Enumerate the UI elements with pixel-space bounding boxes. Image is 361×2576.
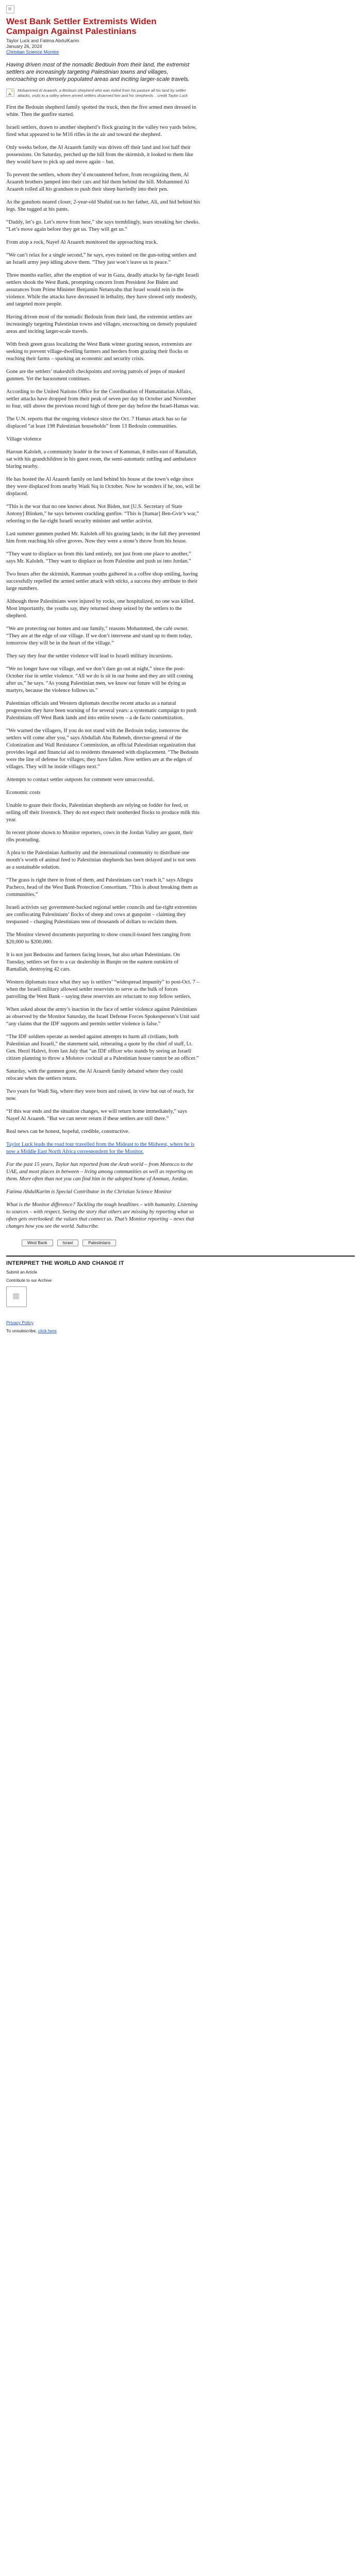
paragraph: “If this war ends and the situation changes, we will return home immediately,” says Nayef Al Araareh. “But we can never return if these settlers are still there.” — [6, 1109, 187, 1122]
paragraph: “We no longer have our village, and we don’t dare go out at night,” since the post-October rise in settler violence. “All we do is sit in our home and they are still coming after us,” he says. “As young Palestinian men, we know our future will be dying as martyrs, because the violence follows us.” — [6, 666, 193, 693]
paragraph: According to the United Nations Office for the Coordination of Humanitarian Affairs, settler attacks have dropped from their peak of seven per day in October and November to four, still above the previous record high of three per day before the Israel-Hamas war. — [6, 389, 200, 409]
paragraph: Only weeks before, the Al Araareh family was driven off their land and lost half their possessions. On Saturday, perched up the hill from the skirmish, it looked to them like they would have to pick up and move again – but. — [6, 145, 193, 165]
paragraph: Two hours after the skirmish, Kumman youths gathered in a coffee shop smiling, having successfully repelled the armed settler attack with sticks, a success they attribute to their large numbers. — [6, 571, 198, 591]
paragraph: Gone are the settlers’ makeshift checkpoints and roving patrols of jeeps of masked gunmen. Yet the harassment continues. — [6, 369, 185, 382]
paragraph: The Monitor viewed documents purporting to show council-issued fees ranging from $20,000 to $200,000. — [6, 932, 191, 945]
paragraph: From atop a rock, Nayef Al Araareh monitored the approaching truck. — [6, 240, 158, 245]
article-dek: Having driven most of the nomadic Bedouin from their land, the extremist settlers are increasingly targeting Palestinian towns and villages, encroaching on densely populated areas and inciting larger-scale travels. — [6, 62, 190, 82]
paragraph: “Daddy, let’s go. Let’s move from here,” she says tremblingly, tears streaking her cheeks. “Let’s move again before they get us. They will get us.” — [6, 219, 200, 232]
publish-date: January 26, 2024 — [6, 44, 42, 49]
paragraph: “We can’t relax for a single second,” he says, eyes trained on the gun-toting settlers and an Israeli army jeep idling above them. “They just won’t leave us in peace.” — [6, 252, 196, 265]
tag-list — [22, 1240, 200, 1246]
paragraph: “They want to displace us from this land entirely, not just from one place to another,” says Mr. Kaloleh. “They want to displace us from Palestine and push us into Jordan.” — [6, 551, 191, 564]
paragraph: When asked about the army’s inaction in the face of settler violence against Palestinians as observed by the Monitor Saturday, the Israel Defense Forces Spokesperson’s Unit said “any claims that the IDF supports and permits settler violence is false.” — [6, 1007, 200, 1027]
article-headline[interactable]: West Bank Settler Extremists Widen Campaign Against Palestinians — [6, 16, 157, 36]
author-bio-link-paragraph — [6, 1141, 200, 1156]
paragraph: Israeli activists say government-backed regional settler councils and far-right extremists are confiscating Palestinians’ flocks of sheep and cows at gunpoint – claiming they trespassed – charging Palestinians tens of thousands of dollars to reclaim them. — [6, 905, 197, 925]
paragraph: Unable to graze their flocks, Palestinian shepherds are relying on fodder for feed, or selling off their livestock. They do not expect their nonherded flocks to produce milk this year. — [6, 803, 200, 823]
paragraph: Haroun Kaloleh, a community leader in the town of Kumman, 8 miles east of Ramallah, sat with his grandchildren in his guest room, the semi-automatic rattling and ambulance blaring nearby. — [6, 449, 198, 469]
image-placeholder-icon — [6, 5, 14, 13]
paragraph: Palestinian officials and Western diplomats describe recent attacks as a natural progression they have been warning of for several years: a systematic campaign to push Palestinians off West Bank lands and into entire towns – a de facto customization. — [6, 701, 196, 721]
paragraph: “The IDF soldiers operate as needed against attempts to harm all civilians, both Palestinian and Israeli,” the statement said, reiterating a quote by the chief of staff, Lt. Gen. Herzl Halevi, from last July that “an IDF officer who stands by seeing an Israeli citizen planning to throw a Molotov cocktail at a Palestinian house cannot be an officer.” — [6, 1034, 199, 1061]
paragraph: Two years for Wadi Siq, where they were born and raised, in view but out of reach, for now. — [6, 1089, 194, 1101]
paragraph: He has hosted the Al Araareh family on land behind his house at the town’s edge since they were displaced from nearby Wadi Siq in October. Now he wonders if he, too, will be displaced. — [6, 477, 200, 497]
image-placeholder-icon — [6, 1286, 27, 1307]
paragraph: Real news can be honest, hopeful, credible, constructive. — [6, 1129, 129, 1134]
unsubscribe-text: To unsubscribe, — [6, 1328, 37, 1333]
paragraph: It is not just Bedouins and farmers facing losses, but also urban Palestinians. On Tuesday, settlers set fire to a car dealership in Burqin on the eastern outskirts of Ramallah, destroying 42 cars. — [6, 952, 180, 972]
paragraph: In recent phone shown to Monitor reporters, cows in the Jordan Valley are gaunt, their ribs protruding. — [6, 830, 193, 843]
tag-israel[interactable]: Israel — [57, 1240, 79, 1246]
paragraph: “This is the war that no one knows about. Not Biden, not [U.S. Secretary of State Antony] Blinken,” he says between crackling gunfire. “This is [Itamar] Ben-Gvir’s war,” referring to the far-right Israeli security minister and settler activist. — [6, 504, 199, 524]
paragraph: Having driven most of the nomadic Bedouin from their land, the extremist settlers are increasingly targeting Palestinian towns and villages, encroaching on densely populated areas and inciting larger-scale travels. — [6, 314, 196, 334]
article-figure — [6, 88, 200, 98]
paragraph: The U.N. reports that the ongoing violence since the Oct. 7 Hamas attack has so far displaced “at least 198 Palestinian households” from 13 Bedouin communities. — [6, 416, 187, 429]
paragraph: “We warned the villagers, If you do not stand with the Bedouin today, tomorrow the settlers will come after you,” says Abdullah Abu Rahmeh, director-general of the Colonization and Wall Resistance Commission, an official Palestinian organization that provides legal and financial aid to residents threatened with displacement. “The Bedouin were the line of defense for villages; they have fallen. Now settlers are at the edges of villages. They will be inside villages next.” — [6, 728, 199, 770]
author-bio: For the past 15 years, Taylor has reported from the Arab world – from Morocco to the UAE, and most places in between – living among communities as well as reporting on them. More often than not you can find him in the adopted home of Amman, Jordan. — [6, 1162, 193, 1182]
paragraph: First the Bedouin shepherd family spotted the truck, then the five armed men dressed in white. Then the gunfire started. — [6, 105, 196, 117]
footer — [6, 1319, 355, 1334]
paragraph: To prevent the settlers, whom they’d encountered before, from recognizing them, Al Araareh brothers jumped into their cars and hid them behind the hill. Mohammed Al Araareh rolled all his grandson to push their sheep hurriedly into their pen. — [6, 172, 189, 192]
submit-article-link[interactable]: Submit an Article — [6, 1270, 38, 1275]
paragraph: A plea to the Palestinian Authority and the international community to distribute one month’s worth of animal feed to Palestinian shepherds has been delayed and is not seen as a sustainable solution. — [6, 850, 196, 870]
paragraph: With fresh green grass localizing the West Bank winter grazing season, extremists are seeking to prevent village-dwelling farmers and herders from grazing their flocks or reaching their farms – sparking an economic and security crisis. — [6, 342, 192, 362]
archive-link[interactable]: Contribute to our Archive — [6, 1278, 52, 1283]
section-subhead: Economic costs — [6, 790, 41, 795]
byline: Taylor Luck and Fatima AbdulKarim — [6, 38, 79, 43]
unsubscribe-line — [6, 1328, 355, 1334]
publication-link[interactable]: Christian Science Monitor — [6, 49, 59, 55]
paragraph: “We are protecting our homes and our family,” reasons Mohammed, the café owner. “They are at the edge of our village. If we don’t intervene and stand up to them today, tomorrow they will be in the heart of the village.” — [6, 626, 192, 646]
paragraph: “The grass is right there in front of them, and Palestinians can’t reach it,” says Allegra Pacheco, head of the West Bank Protection Consortium. “This is about breaking them as communities.” — [6, 877, 198, 897]
section-subhead: Village violence — [6, 436, 42, 442]
contributor-bio: Fatima AbdulKarim is Special Contributor in the Christian Science Monitor — [6, 1189, 172, 1195]
paragraph: They say they fear the settler violence will lead to Israeli military incursions. — [6, 653, 173, 659]
tag-palestinians[interactable]: Palestinians — [83, 1240, 116, 1246]
paragraph: As the gunshots neared closer, 2-year-old Shahid ran to her father, Ali, and hid behind his legs. She tugged at his pants. — [6, 199, 200, 212]
masthead — [0, 4, 361, 14]
author-bio-link[interactable]: Taylor Luck leads the road tour travelled from the Mideast to the Midwest, where he is now a Middle East North Africa correspondent for the Monitor. — [6, 1142, 194, 1155]
paragraph: Israeli settlers, drawn to another shepherd’s flock grazing in the valley two yards below, fired what appeared to be M16 rifles in the air and toward the shepherd. — [6, 125, 197, 138]
paragraph: Attempts to contact settler outposts for comment were unsuccessful. — [6, 777, 154, 783]
privacy-policy-link[interactable]: Privacy Policy — [6, 1320, 34, 1325]
article — [6, 16, 200, 1246]
photo-icon — [6, 89, 14, 97]
paragraph: Western diplomats trace what they say is settlers’ “widespread impunity” to post-Oct. 7 – when the Israeli military allowed settler reservists to serve as the bulk of forces patrolling the West Bank – saying these reservists are reluctant to stop fellow settlers. — [6, 979, 200, 999]
paragraph: Last summer gunmen pushed Mr. Kaloleh off his grazing lands; in the fall they prevented him from reaching his olive groves. Now they were a stone’s throw from his house. — [6, 531, 200, 544]
paragraph: Saturday, with the gunmen gone, the Al Araareh family debated where they could relocate when the settlers return. — [6, 1069, 183, 1081]
tag-west-bank[interactable]: West Bank — [22, 1240, 53, 1246]
monitor-difference-note: What is the Monitor difference? Tackling the tough headlines – with humanity. Listening to sources – with respect. Seeing the story that others are missing by reporting what so often gets overlooked: the values that connect us. That’s Monitor reporting – news that changes how you see the world. Subscribe. — [6, 1202, 198, 1229]
paragraph: Although three Palestinians were injured by rocks, one hospitalized, no one was killed. Most importantly, the youths say, they returned sheep seized by the settlers to the shepherd. — [6, 599, 195, 619]
paragraph: Three months earlier, after the eruption of war in Gaza, deadly attacks by far-right Israeli settlers shook the West Bank, prompting concern from President Joe Biden and assurances from Prime Minister Benjamin Netanyahu that Israel would rein in the violence. While the attacks have decreased in lethality, they have slowed only modestly, and targeted more people. — [6, 273, 199, 307]
interpret-section — [6, 1256, 355, 1307]
unsubscribe-link[interactable]: click here — [38, 1328, 57, 1333]
interpret-heading: INTERPRET THE WORLD AND CHANGE IT — [6, 1260, 124, 1266]
article-body — [6, 104, 200, 1230]
photo-caption: Mohammed Al Araareh, a Bedouin shepherd who was exiled from his pasture all his land by settler attacks, visits to a valley where armed settlers disarmed him and his shepherds. , credit Taylor Luck — [18, 88, 188, 98]
